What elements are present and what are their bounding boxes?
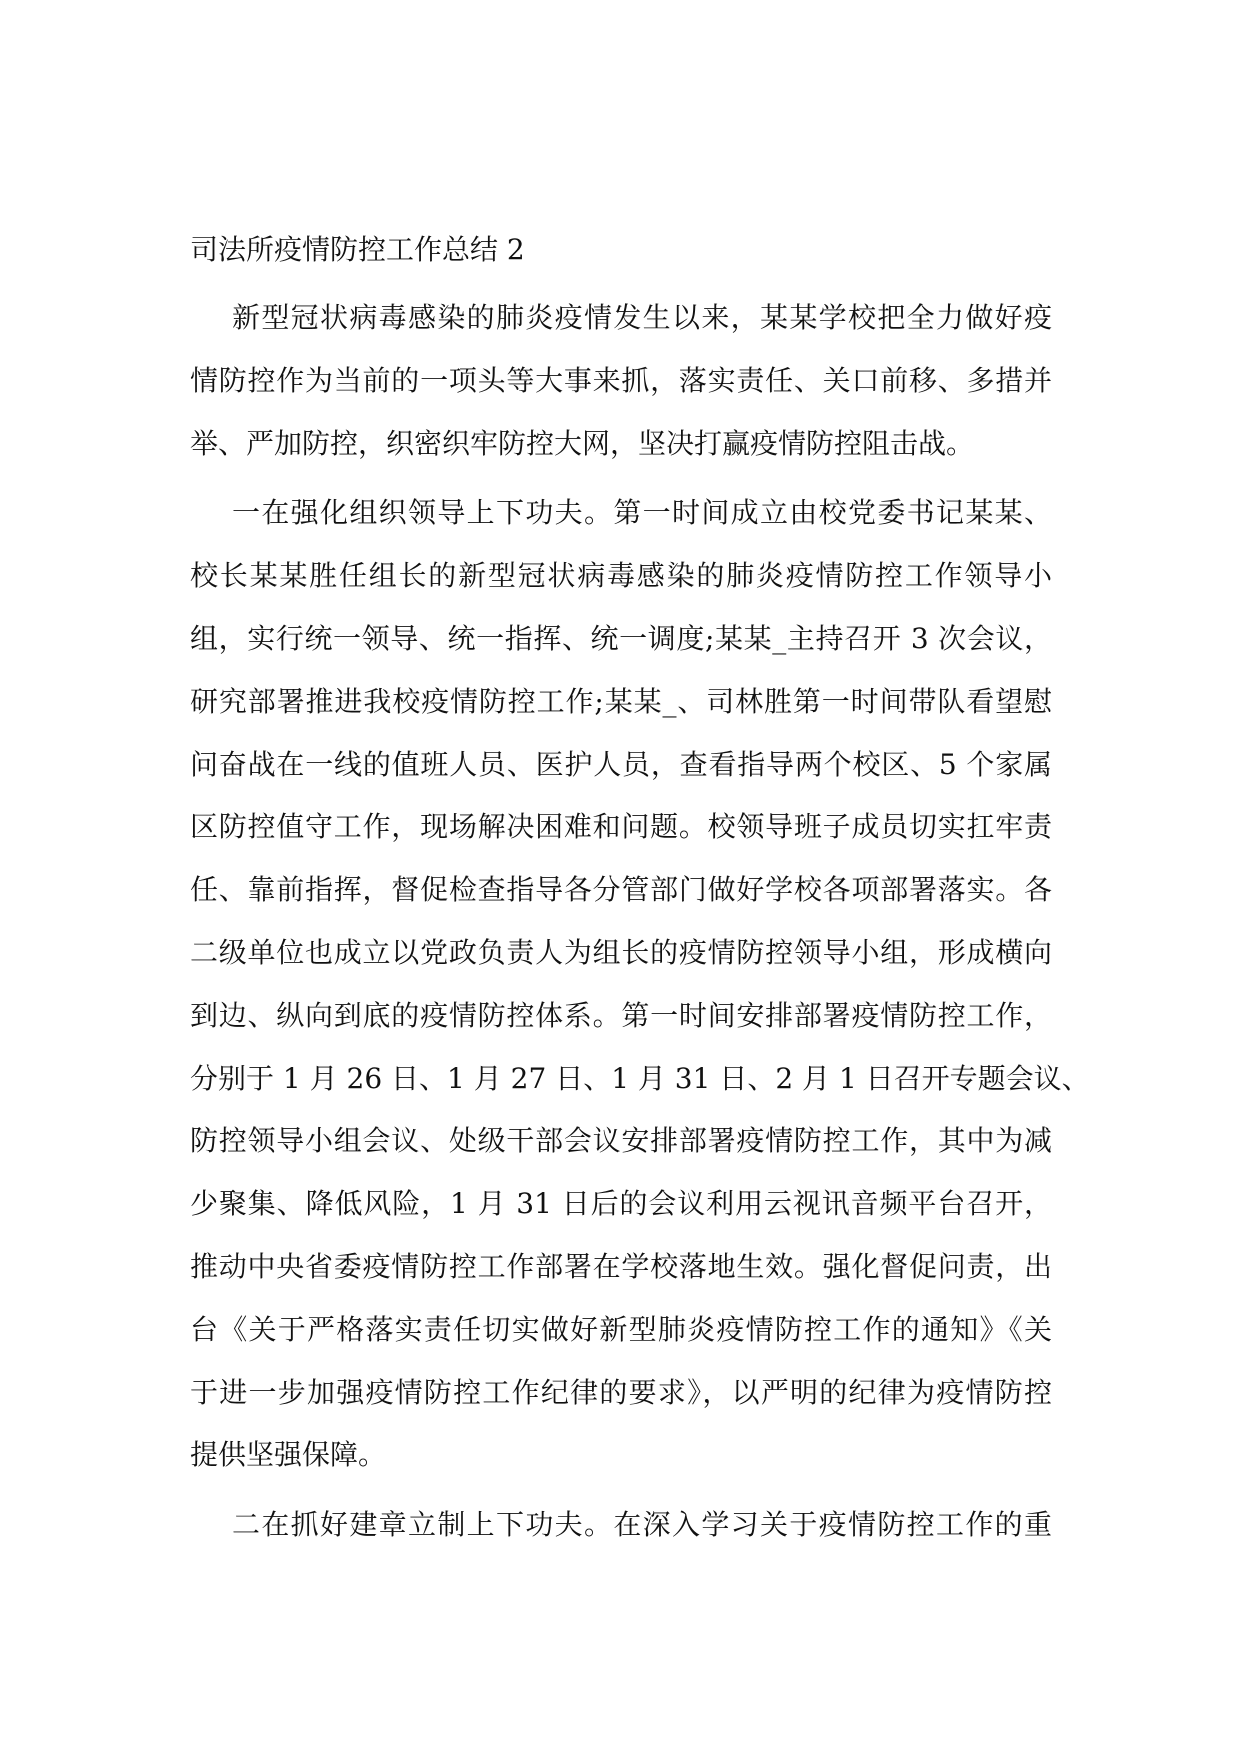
text-line: 区防控值守工作，现场解决困难和问题。校领导班子成员切实扛牢责 (190, 810, 1052, 844)
text-line: 一在强化组织领导上下功夫。第一时间成立由校党委书记某某、 (232, 496, 1052, 530)
paragraph-rules-building (190, 1494, 1052, 1557)
text-line: 举、严加防控，织密织牢防控大网，坚决打赢疫情防控阻击战。 (190, 426, 975, 460)
text-line: 少聚集、降低风险，1 月 31 日后的会议利用云视讯音频平台召开， (190, 1187, 1052, 1221)
text-line: 问奋战在一线的值班人员、医护人员，查看指导两个校区、5 个家属 (190, 747, 1052, 781)
paragraph-organization-leadership (190, 482, 1090, 1487)
text-line: 二级单位也成立以党政负责人为组长的疫情防控领导小组，形成横向 (190, 935, 1052, 969)
text-line: 到边、纵向到底的疫情防控体系。第一时间安排部署疫情防控工作， (190, 998, 1052, 1032)
paragraph-intro (190, 287, 1052, 475)
text-line: 台《关于严格落实责任切实做好新型肺炎疫情防控工作的通知》《关 (190, 1312, 1052, 1346)
text-line: 提供坚强保障。 (190, 1438, 387, 1472)
document-title: 司法所疫情防控工作总结 2 (190, 233, 525, 266)
text-line: 于进一步加强疫情防控工作纪律的要求》，以严明的纪律为疫情防控 (190, 1375, 1052, 1409)
text-line: 研究部署推进我校疫情防控工作;某某_、司林胜第一时间带队看望慰 (190, 684, 1052, 718)
text-line: 情防控作为当前的一项头等大事来抓，落实责任、关口前移、多措并 (190, 363, 1052, 397)
text-line: 校长某某胜任组长的新型冠状病毒感染的肺炎疫情防控工作领导小 (190, 559, 1052, 593)
text-line: 分别于 1 月 26 日、1 月 27 日、1 月 31 日、2 月 1 日召开专题会议、 (190, 1061, 1090, 1095)
document-body (190, 287, 1090, 1564)
text-line: 推动中央省委疫情防控工作部署在学校落地生效。强化督促问责，出 (190, 1249, 1052, 1283)
text-line: 防控领导小组会议、处级干部会议安排部署疫情防控工作，其中为减 (190, 1124, 1052, 1158)
text-line: 二在抓好建章立制上下功夫。在深入学习关于疫情防控工作的重 (232, 1508, 1052, 1542)
text-line: 新型冠状病毒感染的肺炎疫情发生以来，某某学校把全力做好疫 (232, 301, 1052, 334)
text-line: 组，实行统一领导、统一指挥、统一调度;某某_主持召开 3 次会议， (190, 621, 1052, 655)
text-line: 任、靠前指挥，督促检查指导各分管部门做好学校各项部署落实。各 (190, 873, 1052, 907)
